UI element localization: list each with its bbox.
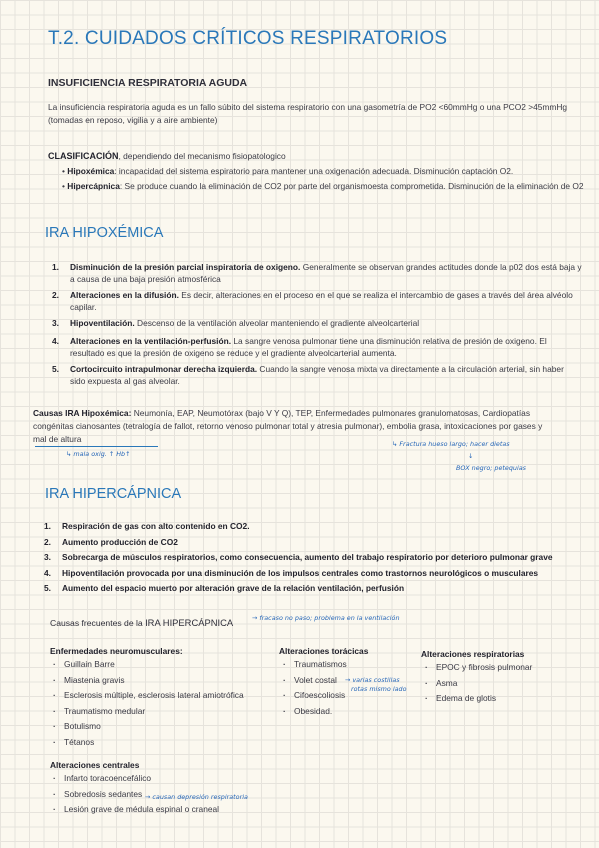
toracicas-title: Alteraciones torácicas — [279, 646, 369, 656]
item-number: 3. — [44, 552, 51, 563]
list-item — [48, 335, 588, 359]
causas-hipoxemica-line2: congénitas cianosantes (tetralogía de fallot, retorno venoso pulmonar total y atresia pulmonar), embolia grasa, intoxicaciones por gases y — [33, 421, 543, 431]
causas-hipoxemica-line3: mal de altura — [33, 434, 82, 444]
bullet-dot: • — [62, 181, 68, 191]
list-item — [40, 582, 595, 594]
list-item: · Obesidad. — [282, 704, 347, 720]
handwritten-note-altura: ↳ mala oxig. ↑ Hb↑ — [66, 450, 131, 458]
list-item: · Asma — [424, 676, 532, 692]
clasificacion-line — [48, 150, 286, 162]
ira-hipoxemica-list — [48, 261, 588, 391]
item-bold: Hipoventilación. — [70, 317, 135, 328]
clasificacion-bullet-hipoxemica — [62, 165, 513, 177]
item-text: Aumento producción de CO2 — [62, 536, 178, 547]
clasificacion-rest: , dependiendo del mecanismo fisiopatologico — [118, 151, 286, 161]
causas-hipoxemica-line1 — [33, 407, 530, 419]
item-number: 4. — [44, 567, 51, 578]
insuficiencia-heading: INSUFICIENCIA RESPIRATORIA AGUDA — [48, 77, 248, 89]
item-number: 1. — [52, 262, 59, 272]
item-text-cont: resultado es que la presión de oxigeno se reduce y el gradiente alveolcarterial aumenta. — [70, 348, 397, 359]
neuromusculares-list — [52, 657, 244, 751]
item-bold: Alteraciones en la ventilación-perfusión. — [70, 336, 232, 347]
bullet-dot: • — [62, 166, 68, 176]
item-text: Cuando la sangre venosa mixta va directamente a la circulación arterial, sin haber — [257, 363, 564, 374]
item-text: Es decir, alteraciones en el proceso en el que se realiza el intercambio de gases a través del área alvéolo — [178, 289, 573, 300]
handwritten-note-volet1: → varias costillas — [345, 676, 400, 684]
item-text-cont: sido expuesta al gas alveolar. — [70, 376, 180, 387]
handwritten-note-petequias: BOX negro; petequias — [456, 464, 526, 472]
causas-hipercapnica-title-plain: Causas frecuentes de la — [50, 618, 146, 628]
centrales-title: Alteraciones centrales — [50, 760, 140, 770]
item-bold: Cortocircuito intrapulmonar derecha izquierda. — [70, 363, 258, 374]
respiratorias-list — [424, 660, 532, 707]
causas-hipoxemica-text1: Neumonía, EAP, Neumotórax (bajo V Y Q), TEP, Enfermedades pulmonares granulomatosas, Cardiopatías — [131, 408, 531, 418]
item-text: La sangre venosa pulmonar tiene una disminución relativa de presión de oxigeno. El — [231, 336, 547, 347]
toracicas-list — [282, 657, 347, 719]
item-number: 2. — [52, 289, 59, 300]
list-item: · Miastenia gravis — [52, 673, 244, 689]
neuromusculares-title: Enfermedades neuromusculares: — [50, 646, 183, 656]
causas-hipercapnica-title-em: IRA HIPERCÁPNICA — [145, 617, 234, 628]
underline-divider — [35, 446, 158, 447]
list-item: · Tétanos — [52, 735, 244, 751]
list-item: · Guillain Barre — [52, 657, 244, 673]
causas-hipercapnica-title — [50, 617, 233, 628]
item-text: Sobrecarga de músculos respiratorios, como consecuencia, aumento del trabajo respiratorio por deterioro pulmonar grave — [62, 552, 553, 563]
hipoxemica-text: : incapacidad del sistema espiratorio para mantener una oxigenación adecuada. Disminución captación O2. — [114, 166, 514, 176]
item-text: Respiración de gas con alto contenido en CO2. — [62, 521, 250, 531]
list-item: · Cifoescoliosis — [282, 688, 347, 704]
list-item: · Sobredosis sedantes — [52, 787, 219, 803]
handwritten-note-volet2: rotas mismo lado — [351, 685, 407, 693]
list-item: · EPOC y fibrosis pulmonar — [424, 660, 532, 676]
list-item — [40, 551, 595, 563]
ira-hipercapnica-list — [40, 520, 595, 598]
list-item: · Edema de glotis — [424, 691, 532, 707]
handwritten-note-sedantes: → causan depresión respiratoria — [145, 793, 248, 801]
list-item — [40, 520, 595, 532]
list-item: · Traumatismos — [282, 657, 347, 673]
list-item — [48, 289, 588, 313]
clasificacion-label: CLASIFICACIÓN — [48, 151, 119, 161]
item-number: 2. — [44, 536, 51, 547]
insuficiencia-line2: (tomadas en reposo, vigilia y a aire ambiente) — [48, 115, 218, 125]
list-item — [48, 317, 588, 329]
list-item: · Botulismo — [52, 719, 244, 735]
clasificacion-bullet-hipercapnica — [62, 180, 584, 192]
item-text: Hipoventilación provocada por una disminución de los impulsos centrales como trastornos neurológicos o musculares — [62, 567, 539, 578]
handwritten-note-ventilacion: → fracaso no paso; problema en la ventilación — [252, 614, 400, 622]
item-text-cont: capilar. — [70, 302, 97, 313]
ira-hipercapnica-heading: IRA HIPERCÁPNICA — [45, 486, 182, 502]
item-number: 5. — [44, 583, 51, 594]
list-item: · Lesión grave de médula espinal o craneal — [52, 802, 219, 818]
list-item — [40, 536, 595, 548]
causas-hipoxemica-label: Causas IRA Hipoxémica: — [33, 408, 132, 418]
hipoxemica-label: Hipoxémica — [67, 166, 115, 176]
item-text: Descenso de la ventilación alveolar manteniendo el gradiente alveolcarterial — [134, 317, 420, 328]
list-item: · Esclerosis múltiple, esclerosis lateral amiotrófica — [52, 688, 244, 704]
list-item: · Infarto toracoencefálico — [52, 771, 219, 787]
list-item — [40, 567, 595, 579]
respiratorias-title: Alteraciones respiratorias — [421, 649, 525, 659]
page-title: T.2. CUIDADOS CRÍTICOS RESPIRATORIOS — [48, 28, 448, 49]
item-number: 4. — [52, 336, 59, 347]
item-number: 5. — [52, 363, 59, 374]
list-item — [48, 261, 588, 285]
item-number: 1. — [44, 521, 51, 531]
handwritten-note-fractura: ↳ Fractura hueso largo; hacer dietas — [392, 440, 510, 448]
list-item: · Volet costal — [282, 673, 347, 689]
hipercapnica-text: : Se produce cuando la eliminación de CO2 por parte del organismoesta comprometida. Disminución de la eliminación de O2 — [119, 181, 584, 191]
hipercapnica-label: Hipercápnica — [67, 181, 120, 191]
item-text: Generalmente se observan grandes actitudes donde la p02 dos está baja y — [300, 262, 582, 272]
item-text: Aumento del espacio muerto por alteración grave de la relación ventilación, perfusión — [62, 583, 405, 594]
list-item — [48, 363, 588, 387]
ira-hipoxemica-heading: IRA HIPOXÉMICA — [45, 225, 164, 241]
insuficiencia-line1: La insuficiencia respiratoria aguda es un fallo súbito del sistema respiratorio con una gasometría de PO2 <60mmHg o una PCO2 >45mmHg — [48, 102, 568, 112]
item-bold: Alteraciones en la difusión. — [70, 289, 179, 300]
list-item: · Traumatismo medular — [52, 704, 244, 720]
item-text-cont: a causa de una baja presión atmosférica — [70, 274, 221, 285]
item-bold: Disminución de la presión parcial inspiratoria de oxigeno. — [70, 262, 301, 272]
handwritten-arrow-down: ↓ — [468, 452, 474, 460]
item-number: 3. — [52, 317, 59, 328]
